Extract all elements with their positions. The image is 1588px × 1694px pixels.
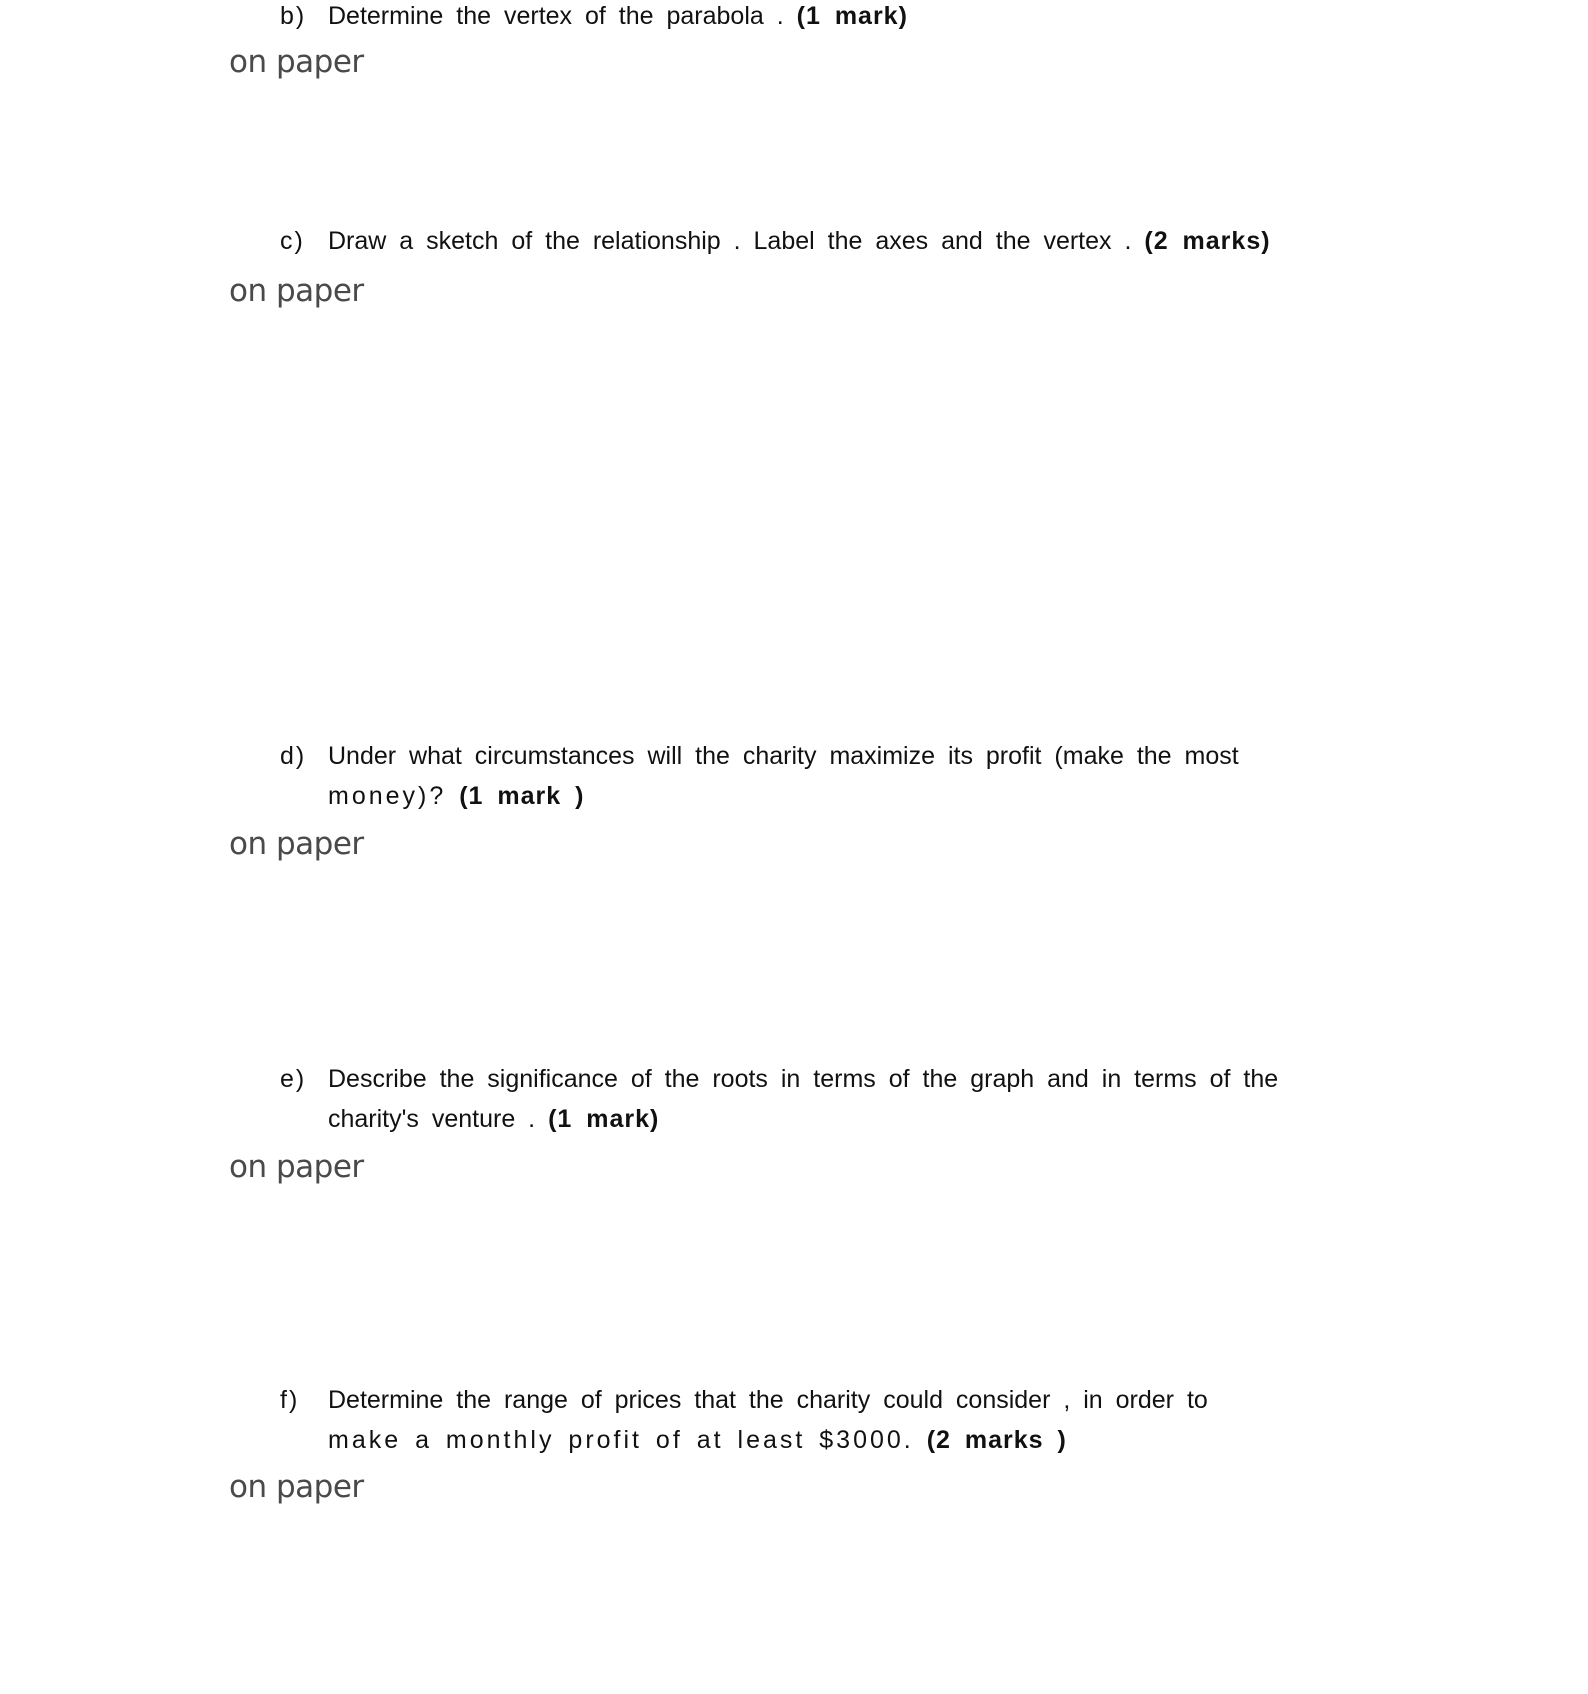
question-prompt: Under what circumstances will the charity maximize its profit (make the most [328,742,1239,770]
question-row [280,736,1420,776]
question-text [328,221,1420,261]
question-label: f) [280,1386,300,1414]
question-row [280,1380,1420,1420]
question-row [280,0,1420,36]
marks-label: (1 mark) [796,2,908,30]
answer-note: on paper [229,826,364,862]
question-row-continued [280,1420,1420,1460]
question-label: e) [280,1065,307,1093]
question-c [280,221,1420,261]
question-text-continued [328,1099,1420,1139]
question-row [280,1059,1420,1099]
question-prompt: Determine the range of prices that the charity could consider , in order to [328,1386,1208,1414]
answer-note: on paper [229,1469,364,1505]
question-text-continued [328,1420,1420,1460]
question-prompt: Determine the vertex of the parabola . [328,2,784,30]
answer-note: on paper [229,44,364,80]
answer-note: on paper [229,273,364,309]
question-label: b) [280,2,307,30]
question-text [328,0,1420,36]
question-label: d) [280,742,307,770]
question-prompt-continued: charity's venture . [328,1105,536,1133]
question-prompt-continued: money)? [328,782,447,810]
question-row [280,221,1420,261]
question-prompt: Draw a sketch of the relationship . Label the axes and the vertex . [328,227,1132,255]
marks-label: (2 marks ) [926,1426,1067,1454]
question-f [280,1380,1420,1460]
question-e [280,1059,1420,1139]
question-b [280,0,1420,36]
answer-note: on paper [229,1149,364,1185]
marks-label: (1 mark ) [459,782,585,810]
question-d [280,736,1420,816]
question-row-continued [280,1099,1420,1139]
question-row-continued [280,776,1420,816]
marks-label: (2 marks) [1144,227,1271,255]
question-prompt: Describe the significance of the roots in terms of the graph and in terms of the [328,1065,1279,1093]
question-text-continued [328,776,1420,816]
question-label: c) [280,227,305,255]
marks-label: (1 mark) [548,1105,660,1133]
question-prompt-continued: make a monthly profit of at least $3000. [328,1426,914,1454]
